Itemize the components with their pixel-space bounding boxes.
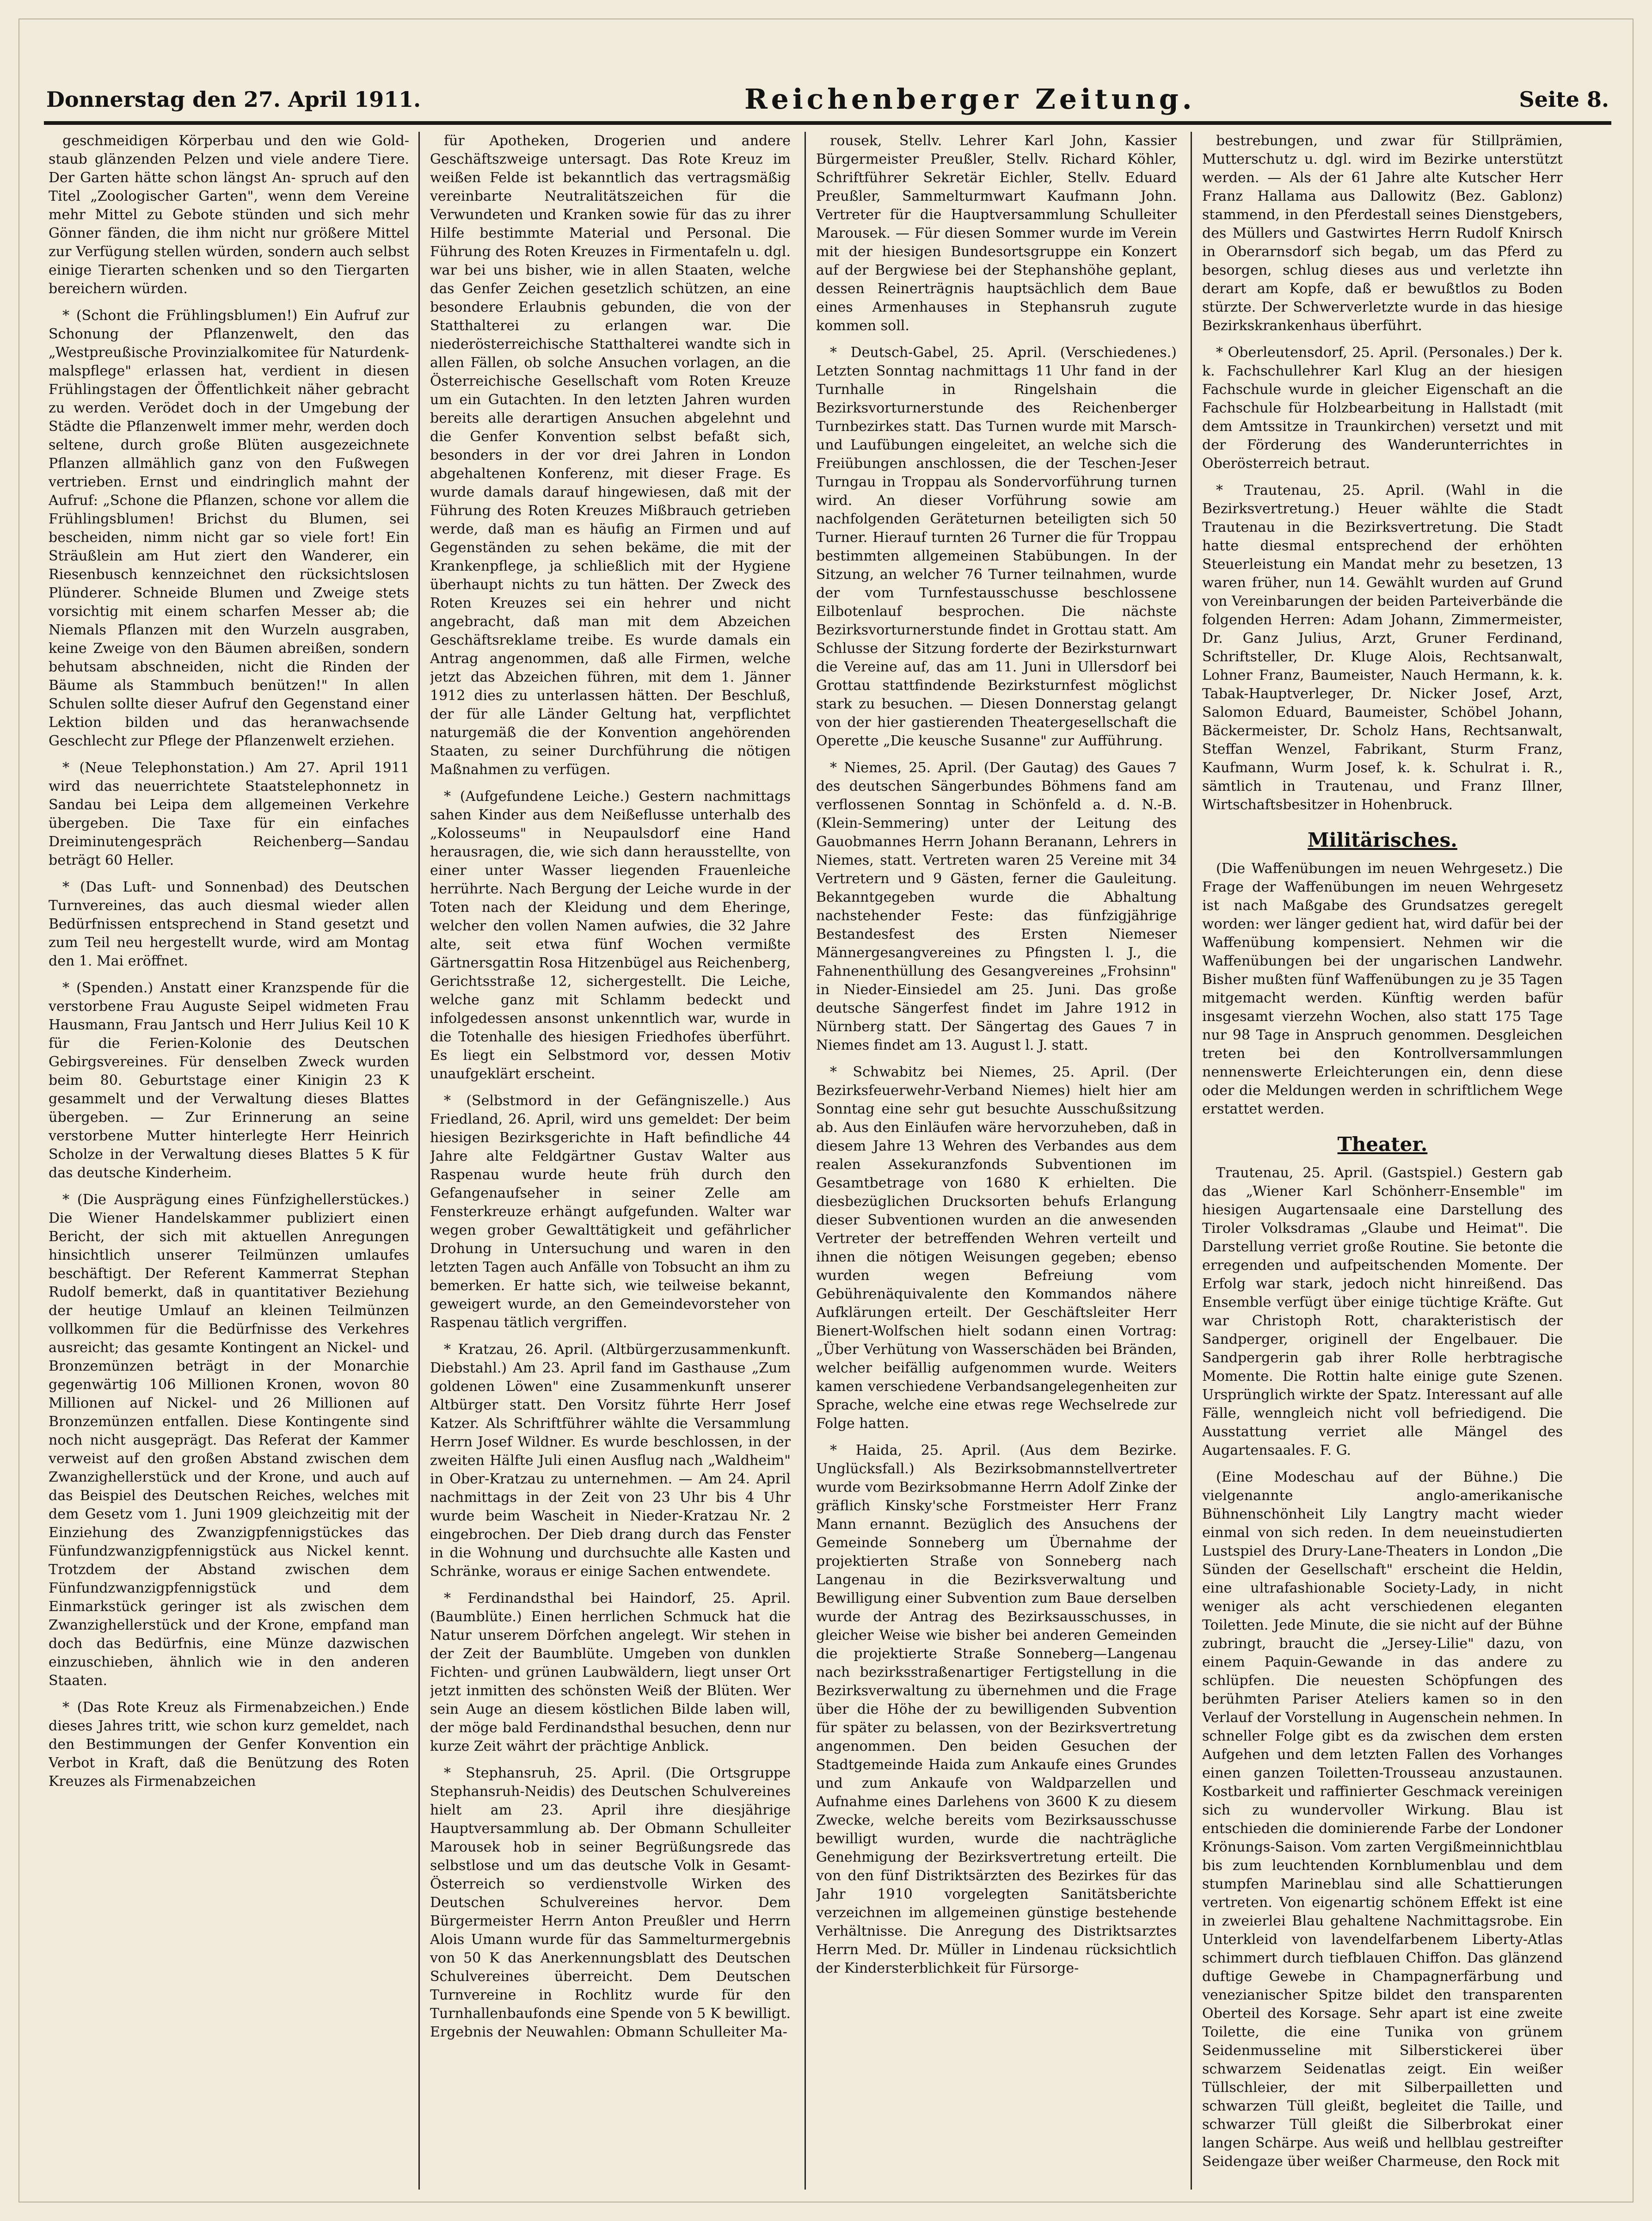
column-divider bbox=[418, 132, 420, 2190]
article-text: für Apotheken, Drogerien und andere Geschäftszweige untersagt. Das Rote Kreuz im weißen Felde ist bekanntlich das vertragsmäßig vereinbarte Neutralitätszeichen für die Verwundeten und Kranken sowie für das zu ihrer Hilfe bestimmte Material und Personal. Die Führung des Roten Kreuzes in Firmentafeln u. dgl. war bei uns bisher, wie in allen Staaten, welche das Genfer Zeichen gesetzlich schützen, an eine besondere Erlaubnis gebunden, die von der Statthalterei zu erlangen war. Die niederösterreichische Statthalterei wandte sich in allen Fällen, ob solche Ansuchen vorlagen, an die Österreichische Gesellschaft vom Roten Kreuze um ein Gutachten. In den letzten Jahren wurden bereits alle derartigen Ansuchen abgelehnt und die Genfer Konvention selbst befaßt sich, besonders in der vor drei Jahren in London abgehaltenen Konferenz, mit dieser Frage. Es wurde damals darauf hingewiesen, daß mit der Führung des Roten Kreuzes Mißbrauch getrieben werde, daß man es häufig an Firmen und auf Gegenständen zu sehen bekäme, die mit der Krankenpflege, ja schließlich mit der Hygiene überhaupt nichts zu tun hätten. Der Zweck des Roten Kreuzes sei ein hehrer und nicht angebracht, daß man mit dem Abzeichen Geschäftsreklame treibe. Es wurde damals ein Antrag angenommen, daß alle Firmen, welche jetzt das Abzeichen führen, mit dem 1. Jänner 1912 dies zu unterlassen hätten. Der Beschluß, der für alle Länder Geltung hat, verpflichtet naturgemäß die der Konvention angehörenden Staaten, zu seiner Durchführung die nötigen Maßnahmen zu verfügen. bbox=[430, 133, 791, 778]
page-header bbox=[46, 79, 1609, 120]
article-text: * (Spenden.) Anstatt einer Kranzspende für die verstorbene Frau Auguste Seipel widmeten Frau Hausmann, Frau Jantsch und Herr Julius Keil 10 K für die Ferien-Kolonie des Deutschen Gebirgsvereines. Für denselben Zweck wurden beim 80. Geburtstage einer Kinigin 23 K gesammelt und der Verwaltung dieses Blattes übergeben. — Zur Erinnerung an seine verstorbene Mutter hinterlegte Herr Heinrich Scholze in der Verwaltung dieses Blattes 5 K für das deutsche Kinderheim. bbox=[49, 980, 409, 1181]
article-text: * (Das Rote Kreuz als Firmenabzeichen.) Ende dieses Jahres tritt, wie schon kurz gemeldet, nach den Bestimmungen der Genfer Konvention ein Verbot in Kraft, daß die Benützung des Roten Kreuzes als Firmenabzeichen bbox=[49, 1699, 409, 1790]
column-divider bbox=[805, 132, 806, 2190]
article-text: Trautenau, 25. April. (Gastspiel.) Gestern gab das „Wiener Karl Schönherr-Ensemble" im hiesigen Augartensaale eine Darstellung des Tiroler Volksdramas „Glaube und Heimat". Die Darstellung verriet große Routine. Sie betonte die erregenden und aufpeitschenden Momente. Der Erfolg war stark, jedoch nicht hinreißend. Das Ensemble verfügt über einige tüchtige Kräfte. Gut war Christoph Rott, charakteristisch der Sandperger, originell der Engelbauer. Die Sandpergerin gab ihrer Rolle herbtragische Momente. Die Rottin halte einige gute Szenen. Ursprünglich wirkte der Spatz. Interessant auf alle Fälle, wenngleich nicht voll befriedigend. Die Ausstattung verriet alle Mängel des Augartensaales. F. G. bbox=[1202, 1165, 1563, 1458]
article-text: * Schwabitz bei Niemes, 25. April. (Der Bezirksfeuerwehr-Verband Niemes) hielt hier am Sonntag eine sehr gut besuchte Ausschußsitzung ab. Aus den Einläufen wäre hervorzuheben, daß in diesem Jahre 13 Wehren des Verbandes aus dem realen Assekuranzfonds Subventionen im Gesamtbetrage von 1680 K erhielten. Die diesbezüglichen Drucksorten behufs Erlangung dieser Subventionen wurden an die anwesenden Vertreter der betreffenden Wehren verteilt und ihnen die nötigen Weisungen gegeben; ebenso wurden wegen Befreiung vom Gebührenäquivalente den Kommandos nähere Aufklärungen erteilt. Der Geschäftsleiter Herr Bienert-Wolfschen hielt sodann einen Vortrag: „Über Verhütung von Wasserschäden bei Bränden, welcher beifällig aufgenommen wurde. Weiters kamen verschiedene Verbandsangelegenheiten zur Sprache, welche eine etwas rege Wechselrede zur Folge hatten. bbox=[816, 1064, 1177, 1432]
article-text: * (Die Ausprägung eines Fünfzighellerstückes.) Die Wiener Handelskammer publiziert einen Bericht, der sich mit aktuellen Anregungen hinsichtlich unserer Teilmünzen umlaufes beschäftigt. Der Referent Kammerrat Stephan Rudolf bemerkt, daß in quantitativer Beziehung der heutige Umlauf an kleinen Teilmünzen vollkommen für die Bedürfnisse des Verkehres ausreicht; das gesamte Kontingent an Nickel- und Bronzemünzen beträgt in der Monarchie gegenwärtig 106 Millionen Kronen, wovon 80 Millionen auf Nickel- und 26 Millionen auf Bronzemünzen entfallen. Diese Kontingente sind noch nicht ausgeprägt. Das Referat der Kammer verweist auf den großen Abstand zwischen dem Zwanzighellerstück und der Krone, und auch auf das Beispiel des Deutschen Reiches, welches mit dem Gesetz vom 1. Juni 1909 gleichzeitig mit der Einziehung des Zwanzigpfennigstückes das Fünfundzwanzigpfennigstück aus Nickel kennt. Trotzdem der Abstand zwischen dem Fünfundzwanzigpfennigstück und dem Einmarkstück geringer ist als zwischen dem Zwanzighellerstück und der Krone, empfand man doch das Bedürfnis, eine Münze dazwischen einzuschieben, ähnlich wie in den anderen Staaten. bbox=[49, 1192, 409, 1689]
article-text: * (Selbstmord in der Gefängniszelle.) Aus Friedland, 26. April, wird uns gemeldet: Der beim hiesigen Bezirksgerichte in Haft befindliche 44 Jahre alte Feldgärtner Gustav Walter aus Raspenau wurde heute früh durch den Gefangenaufseher in seiner Zelle am Fensterkreuze erhängt aufgefunden. Walter war wegen grober Gewalttätigkeit und gefährlicher Drohung in Untersuchung und waren in den letzten Tagen auch Anfälle von Tobsucht an ihm zu bemerken. Er hatte sich, wie teilweise bekannt, geweigert wurde, an den Gemeindevorsteher von Raspenau tätlich vergriffen. bbox=[430, 1093, 791, 1331]
article-text: * (Schont die Frühlingsblumen!) Ein Aufruf zur Schonung der Pflanzenwelt, den das „Westpreußische Provinzialkomitee für Naturdenk- malspflege" erlassen hat, verdient in diesen Frühlingstagen der Öffentlichkeit näher gebracht zu werden. Verödet doch in der Umgebung der Städte die Pflanzenwelt immer mehr, werden doch seltene, durch große Blüten ausgezeichnete Pflanzen allmählich ganz von den Fußwegen vertrieben. Ernst und eindringlich mahnt der Aufruf: „Schone die Pflanzen, schone vor allem die Frühlingsblumen! Brichst du Blumen, sei bescheiden, nimm nicht gar so viele fort! Ein Sträußlein am Hut ziert den Wanderer, ein Riesenbusch kennzeichnet den rücksichtslosen Plünderer. Schneide Blumen und Zweige stets vorsichtig mit einem scharfen Messer ab; die Niemals Pflanzen mit den Wurzeln ausgraben, keine Zweige von den Bäumen abreißen, sondern behutsam abschneiden, nicht die Rinden der Bäume als Stammbuch benützen!" In allen Schulen sollte dieser Aufruf den Gegenstand einer Lektion bilden und das heranwachsende Geschlecht zur Pflege der Pflanzenwelt erziehen. bbox=[49, 308, 409, 749]
article-text: * (Das Luft- und Sonnenbad) des Deutschen Turnvereines, das auch diesmal wieder allen Bedürfnissen entsprechend in Stand gesetzt und zum Teil neu hergestellt wurde, wird am Montag den 1. Mai eröffnet. bbox=[49, 879, 409, 969]
article-text: * Trautenau, 25. April. (Wahl in die Bezirksvertretung.) Heuer wählte die Stadt Trautenau in die Bezirksvertretung. Die Stadt hatte diesmal entsprechend der erhöhten Steuerleistung ein Mandat mehr zu besetzen, 13 waren früher, nun 14. Gewählt wurden auf Grund von Vereinbarungen der beiden Parteiverbände die folgenden Herren: Adam Johann, Zimmermeister, Dr. Ganz Julius, Arzt, Gruner Ferdinand, Schriftsteller, Dr. Kluge Alois, Rechtsanwalt, Lohner Franz, Baumeister, Nauch Hermann, k. k. Tabak-Hauptverleger, Dr. Nicker Josef, Arzt, Salomon Eduard, Baumeister, Schöbel Johann, Bäckermeister, Dr. Scholz Hans, Rechtsanwalt, Steffan Wenzel, Fabrikant, Sturm Franz, Kaufmann, Wurm Josef, k. k. Schulrat i. R., sämtlich in Trautenau, und Franz Illner, Wirtschaftsbesitzer in Hohenbruck. bbox=[1202, 482, 1563, 813]
column-3 bbox=[816, 132, 1177, 2190]
article-text: bestrebungen, und zwar für Stillprämien, Mutterschutz u. dgl. wird im Bezirke unterstützt werden. — Als der 61 Jahre alte Kutscher Herr Franz Hallama aus Dallowitz (Bez. Gablonz) stammend, in den Pferdestall seines Dienstgebers, des Müllers und Gastwirtes Herrn Rudolf Knirsch in Oberarnsdorf sich begab, um das Pferd zu besorgen, schlug dieses aus und verletzte ihn derart am Kopfe, daß er bewußtlos zu Boden stürzte. Der Schwerverletzte wurde in das hiesige Bezirkskrankenhaus überführt. bbox=[1202, 133, 1563, 334]
header-rule bbox=[44, 121, 1611, 125]
column-1 bbox=[49, 132, 409, 2190]
article-text: * Deutsch-Gabel, 25. April. (Verschiedenes.) Letzten Sonntag nachmittags 11 Uhr fand in der Turnhalle in Ringelshain die Bezirksvorturnerstunde des Reichenberger Turnbezirkes statt. Das Turnen wurde mit Marsch- und Laufübungen eingeleitet, an welche sich die Freiübungen anschlossen, die der Teschen-Jeser Turngau in Troppau als Sondervorführung turnen wird. An dieser Vorführung sowie am nachfolgenden Geräteturnen beteiligten sich 50 Turner. Hierauf turnten 26 Turner die für Troppau bestimmten allgemeinen Stabübungen. In der Sitzung, an welcher 76 Turner teilnahmen, wurde der vom Turnfestausschusse beschlossene Eilbotenlauf besprochen. Die nächste Bezirksvorturnerstunde findet in Grottau statt. Am Schlusse der Sitzung forderte der Bezirksturnwart die Vereine auf, das am 11. Juni in Ullersdorf bei Grottau stattfindende Bezirksturnfest möglichst stark zu besuchen. — Diesen Donnerstag gelangt von der hier gastierenden Theatergesellschaft die Operette „Die keusche Susanne" zur Aufführung. bbox=[816, 345, 1177, 749]
article-text: * Haida, 25. April. (Aus dem Bezirke. Unglücksfall.) Als Bezirksobmannstellvertreter wurde vom Bezirksobmanne Herrn Adolf Zinke der gräflich Kinsky'sche Forstmeister Herr Franz Mann ernannt. Bezüglich des Ansuchens der Gemeinde Sonneberg um Übernahme der projektierten Straße von Sonneberg nach Langenau in die Bezirksverwaltung und Bewilligung einer Subvention zum Baue derselben wurde der Antrag des Bezirksausschusses, in gleicher Weise wie bisher bei anderen Gemeinden die projektierte Straße Sonneberg—Langenau nach bezirksstraßenartiger Fertigstellung in die Bezirksverwaltung zu übernehmen und die Frage über die Höhe der zu bewilligenden Subvention für später zu belassen, von der Bezirksvertretung angenommen. Den beiden Gesuchen der Stadtgemeinde Haida zum Ankaufe eines Grundes und zum Ankaufe von Waldparzellen und Aufnahme eines Darlehens von 3600 K zu diesem Zwecke, welche bereits vom Bezirksausschusse bewilligt wurden, wurde die nachträgliche Genehmigung der Bezirksvertretung erteilt. Die von den fünf Distriktsärzten des Bezirkes für das Jahr 1910 vorgelegten Sanitätsberichte verzeichnen im allgemeinen günstige bestehende Verhältnisse. Die Anregung des Distriktsarztes Herrn Med. Dr. Müller in Lindenau rücksichtlich der Kindersterblichkeit für Fürsorge- bbox=[816, 1442, 1177, 1976]
article-text: (Die Waffenübungen im neuen Wehrgesetz.) Die Frage der Waffenübungen im neuen Wehrgesetz ist nach Maßgabe des Grundsatzes geregelt worden: wer länger gedient hat, wird dafür bei der Waffenübung kompensiert. Nehmen wir die Waffenübungen bei der ungarischen Landwehr. Bisher mußten fünf Waffenübungen zu je 35 Tagen mitgemacht werden. Künftig werden bafür insgesamt vierzehn Wochen, also statt 175 Tage nur 98 Tage in Anspruch genommen. Desgleichen treten bei den Kontrollversammlungen nennenswerte Erleichterungen ein, denn diese oder die Meldungen werden in schriftlichem Wege erstattet werden. bbox=[1202, 861, 1563, 1117]
section-heading: Militärisches. bbox=[1308, 829, 1457, 851]
masthead: Reichenberger Zeitung. bbox=[744, 83, 1196, 116]
article-text: * Kratzau, 26. April. (Altbürgerzusammenkunft. Diebstahl.) Am 23. April fand im Gasthause „Zum goldenen Löwen" eine Zusammenkunft unserer Altbürger statt. Den Vorsitz führte Herr Josef Katzer. Als Schriftführer wählte die Versammlung Herrn Josef Wildner. Es wurde beschlossen, in der zweiten Hälfte Juli einen Ausflug nach „Waldheim" in Ober-Kratzau zu unternehmen. — Am 24. April nachmittags in der Zeit von 23 Uhr bis 4 Uhr wurde beim Wascheit in Nieder-Kratzau Nr. 2 eingebrochen. Der Dieb drang durch das Fenster in die Wohnung und durchsuchte alle Kasten und Schränke, woraus er einige Sachen entwendete. bbox=[430, 1341, 791, 1580]
column-divider bbox=[1191, 132, 1192, 2190]
article-text: * (Neue Telephonstation.) Am 27. April 1911 wird das neuerrichtete Staatstelephonnetz in Sandau bei Leipa dem allgemeinen Verkehre übergeben. Die Taxe für ein einfaches Dreiminutengespräch Reichenberg—Sandau beträgt 60 Heller. bbox=[49, 760, 409, 868]
article-text: * (Aufgefundene Leiche.) Gestern nachmittags sahen Kinder aus dem Neißeflusse unterhalb des „Kolosseums" in Neupaulsdorf eine Hand herausragen, die, wie sich dann herausstellte, von einer unter Wasser liegenden Frauenleiche herrührte. Nach Bergung der Leiche wurde in der Toten nach der Kleidung und dem Eheringe, welcher den vollen Namen aufwies, die 32 Jahre alte, seit etwa fünf Wochen vermißte Gärtnersgattin Rosa Hitzenbügel aus Reichenberg, Gerichtsstraße 12, sichergestellt. Die Leiche, welche ganz mit Schlamm bedeckt und infolgedessen ansonst unkenntlich war, wurde in die Totenhalle des hiesigen Friedhofes überführt. Es liegt ein Selbstmord vor, dessen Motiv unaufgeklärt erscheint. bbox=[430, 788, 791, 1082]
article-text: * Stephansruh, 25. April. (Die Ortsgruppe Stephansruh-Neidis) des Deutschen Schulvereines hielt am 23. April ihre diesjährige Hauptversammlung ab. Der Obmann Schulleiter Marousek hob in seiner Begrüßungsrede das selbstlose und um das deutsche Volk in Gesamt-Österreich so verdienstvolle Wirken des Deutschen Schulvereines hervor. Dem Bürgermeister Herrn Anton Preußler und Herrn Alois Umann wurde für das Sammelturmergebnis von 50 K das Anerkennungsblatt des Deutschen Schulvereines überreicht. Dem Deutschen Turnvereine in Rochlitz wurde für den Turnhallenbaufonds eine Spende von 5 K bewilligt. Ergebnis der Neuwahlen: Obmann Schulleiter Ma- bbox=[430, 1765, 791, 2040]
section-heading: Theater. bbox=[1337, 1133, 1428, 1156]
article-text: * Oberleutensdorf, 25. April. (Personales.) Der k. k. Fachschullehrer Karl Klug an der hiesigen Fachschule wurde in gleicher Eigenschaft an die Fachschule für Holzbearbeitung in Hallstadt (mit dem Amtssitze in Traunkirchen) versetzt und mit der Förderung des Wanderunterrichtes in Oberösterreich betraut. bbox=[1202, 345, 1563, 472]
article-text: * Ferdinandsthal bei Haindorf, 25. April. (Baumblüte.) Einen herrlichen Schmuck hat die Natur unserem Dörfchen angelegt. Wir stehen in der Zeit der Baumblüte. Umgeben von dunklen Fichten- und grünen Laubwäldern, liegt unser Ort jetzt inmitten des schönsten Weiß der Blüten. Wer sein Auge an diesem köstlichen Bilde laben will, der möge bald Ferdinandsthal besuchen, denn nur kurze Zeit währt der prächtige Anblick. bbox=[430, 1590, 791, 1754]
article-text: (Eine Modeschau auf der Bühne.) Die vielgenannte anglo-amerikanische Bühnenschönheit Lily Langtry macht wieder einmal von sich reden. In dem neueinstudierten Lustspiel des Drury-Lane-Theaters in London „Die Sünden der Gesellschaft" erscheint die Heldin, eine ultrafashionable Society-Lady, in nicht weniger als acht verschiedenen eleganten Toiletten. Jede Minute, die sie nicht auf der Bühne zubringt, braucht die „Jersey-Lilie" dazu, von einem Paquin-Gewande in das andere zu schlüpfen. Die neuesten Schöpfungen des berühmten Pariser Ateliers kamen so in den Verlauf der Vorstellung in Augenschein nehmen. In schneller Folge gibt es da zwischen dem ersten Aufgehen und dem letzten Fallen des Vorhanges einen ganzen Toiletten-Trousseau anzustaunen. Kostbarkeit und raffinierter Geschmack vereinigen sich zu wundervoller Wirkung. Blau ist entschieden die dominierende Farbe der Londoner Krönungs-Saison. Vom zarten Vergißmeinnichtblau bis zum leuchtenden Kornblumenblau und dem stumpfen Marineblau sind alle Schattierungen vertreten. Von eigenartig schönem Effekt ist eine in zweierlei Blau gehaltene Nachmittagsrobe. Ein Unterkleid von lavendelfarbenem Liberty-Atlas schimmert durch tiefblauen Chiffon. Das glänzend duftige Gewebe in Champagnerfärbung und venezianischer Spitze bildet den transparenten Oberteil des Korsage. Sehr apart ist eine zweite Toilette, die eine Tunika von grünem Seidenmusseline mit Silberstickerei über schwarzem Seidenatlas zeigt. Ein weißer Tüllschleier, der mit Silberpailletten und schwarzen Tüll gleißt, begleitet die Taille, und schwarzer Tüll gleißt die Silberbrokat einer langen Schärpe. Aus weiß und hellblau gestreifter Seidengaze über weißer Charmeuse, den Rock mit bbox=[1202, 1469, 1563, 2170]
article-text: * Niemes, 25. April. (Der Gautag) des Gaues 7 des deutschen Sängerbundes Böhmens fand am verflossenen Sonntag in Schönfeld a. d. N.-B. (Klein-Semmering) unter der Leitung des Gauobmannes Herrn Johann Beranann, Lehrers in Niemes, statt. Vertreten waren 25 Vereine mit 34 Vertretern und 9 Gästen, ferner die Gauleitung. Bekanntgegeben wurde die Abhaltung nachstehender Feste: das fünfzigjährige Bestandesfest des Ersten Niemeser Männergesangvereines zu Pfingsten l. J., die Fahnenenthüllung des Gesangvereines „Frohsinn" in Nieder-Einsiedel am 25. Juni. Das große deutsche Sängerfest findet im Jahre 1912 in Nürnberg statt. Der Sängertag des Gaues 7 in Niemes findet am 13. August l. J. statt. bbox=[816, 760, 1177, 1053]
issue-date: Donnerstag den 27. April 1911. bbox=[46, 87, 421, 112]
page-number: Seite 8. bbox=[1519, 87, 1609, 112]
article-text: rousek, Stellv. Lehrer Karl John, Kassier Bürgermeister Preußler, Stellv. Richard Köhler, Schriftführer Sekretär Eichler, Stellv. Eduard Preußler, Sammelturmwart Kaufmann John. Vertreter für die Hauptversammlung Schulleiter Marousek. — Für diesen Sommer wurde im Verein mit der hiesigen Bundesortsgruppe ein Konzert auf der Bergwiese bei der Stephanshöhe geplant, dessen Reinerträgnis hauptsächlich dem Baue eines Armenhauses in Stephansruh zugute kommen soll. bbox=[816, 133, 1177, 334]
column-2 bbox=[430, 132, 791, 2190]
column-4 bbox=[1202, 132, 1563, 2190]
article-text: geschmeidigen Körperbau und den wie Gold- staub glänzenden Pelzen und viele andere Tiere. Der Garten hätte schon längst An- spruch auf den Titel „Zoologischer Garten", wenn dem Vereine mehr Mittel zu Gebote stünden und sich mehr Gönner fänden, die ihm nicht nur größere Mittel zur Verfügung stellen würden, sondern auch selbst einige Tierarten schenken und so den Tiergarten bereichern würden. bbox=[49, 133, 409, 297]
